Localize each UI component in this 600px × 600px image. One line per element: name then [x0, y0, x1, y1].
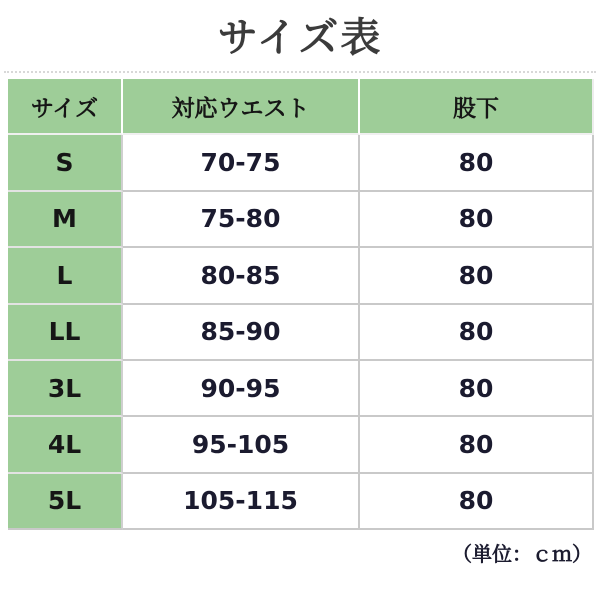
- waist-cell: 95-105: [123, 417, 360, 473]
- dotted-divider: [4, 71, 596, 73]
- size-cell: 3L: [8, 361, 123, 417]
- page-title: サイズ表: [217, 15, 383, 61]
- waist-cell: 70-75: [123, 135, 360, 191]
- inseam-cell: 80: [360, 192, 594, 248]
- inseam-cell: 80: [360, 305, 594, 361]
- inseam-cell: 80: [360, 474, 594, 530]
- column-header-inseam: 股下: [360, 79, 594, 135]
- waist-cell: 105-115: [123, 474, 360, 530]
- inseam-cell: 80: [360, 248, 594, 304]
- waist-cell: 85-90: [123, 305, 360, 361]
- inseam-cell: 80: [360, 135, 594, 191]
- size-table: [8, 79, 594, 530]
- waist-cell: 75-80: [123, 192, 360, 248]
- size-cell: S: [8, 135, 123, 191]
- size-cell: LL: [8, 305, 123, 361]
- size-cell: 4L: [8, 417, 123, 473]
- inseam-cell: 80: [360, 417, 594, 473]
- waist-cell: 90-95: [123, 361, 360, 417]
- size-cell: L: [8, 248, 123, 304]
- size-cell: 5L: [8, 474, 123, 530]
- waist-cell: 80-85: [123, 248, 360, 304]
- column-header-size: サイズ: [8, 79, 123, 135]
- size-cell: M: [8, 192, 123, 248]
- column-header-waist: 対応ウエスト: [123, 79, 360, 135]
- inseam-cell: 80: [360, 361, 594, 417]
- unit-note: （単位：ｃｍ）: [452, 542, 592, 566]
